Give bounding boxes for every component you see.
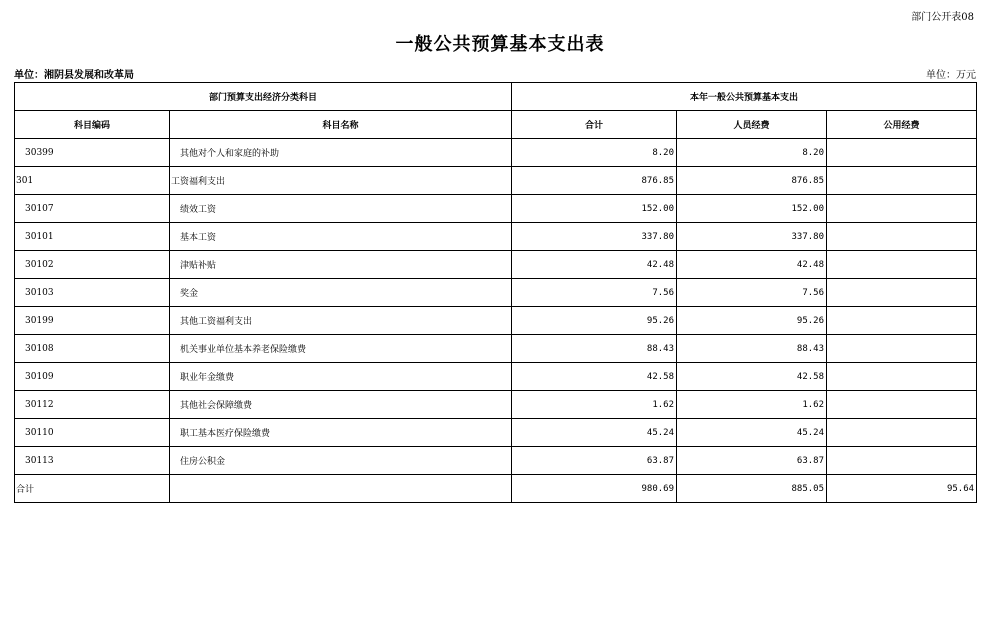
row-name-cell: 住房公积金 — [170, 447, 512, 475]
row-public-cell — [827, 307, 977, 335]
row-public-cell — [827, 279, 977, 307]
table-row — [15, 279, 977, 307]
column-header-public: 公用经费 — [827, 111, 977, 139]
total-name-cell — [170, 475, 512, 503]
row-personnel-cell: 45.24 — [677, 419, 827, 447]
total-label: 合计 — [15, 475, 170, 503]
row-public-cell — [827, 167, 977, 195]
row-code-cell: 301 — [15, 167, 170, 195]
row-public-cell — [827, 223, 977, 251]
unit-department-label: 单位：湘阴县发展和改革局 — [14, 70, 134, 81]
table-column-header-row — [15, 111, 977, 139]
row-personnel-cell: 7.56 — [677, 279, 827, 307]
row-code-cell: 30112 — [15, 391, 170, 419]
row-personnel-cell: 95.26 — [677, 307, 827, 335]
row-code-cell: 30107 — [15, 195, 170, 223]
total-personnel-cell: 885.05 — [677, 475, 827, 503]
row-total-cell: 88.43 — [512, 335, 677, 363]
row-name-cell: 工资福利支出 — [170, 167, 512, 195]
row-name-cell: 机关事业单位基本养老保险缴费 — [170, 335, 512, 363]
column-header-code: 科目编码 — [15, 111, 170, 139]
row-personnel-cell: 337.80 — [677, 223, 827, 251]
group-header-basic-expenditure: 本年一般公共预算基本支出 — [512, 83, 977, 111]
row-total-cell: 152.00 — [512, 195, 677, 223]
row-name-cell: 绩效工资 — [170, 195, 512, 223]
table-row — [15, 391, 977, 419]
row-public-cell — [827, 251, 977, 279]
row-total-cell: 1.62 — [512, 391, 677, 419]
row-name-cell: 其他对个人和家庭的补助 — [170, 139, 512, 167]
column-header-name: 科目名称 — [170, 111, 512, 139]
table-row — [15, 251, 977, 279]
column-header-total: 合计 — [512, 111, 677, 139]
row-personnel-cell: 876.85 — [677, 167, 827, 195]
table-body — [15, 139, 977, 475]
row-public-cell — [827, 391, 977, 419]
row-total-cell: 42.48 — [512, 251, 677, 279]
page-title: 一般公共预算基本支出表 — [395, 34, 605, 55]
total-sum-cell: 980.69 — [512, 475, 677, 503]
row-public-cell — [827, 195, 977, 223]
row-personnel-cell: 8.20 — [677, 139, 827, 167]
row-personnel-cell: 42.48 — [677, 251, 827, 279]
row-name-cell: 其他社会保障缴费 — [170, 391, 512, 419]
group-header-economic-classification: 部门预算支出经济分类科目 — [15, 83, 512, 111]
row-name-cell: 职业年金缴费 — [170, 363, 512, 391]
table-row — [15, 335, 977, 363]
row-code-cell: 30109 — [15, 363, 170, 391]
row-personnel-cell: 88.43 — [677, 335, 827, 363]
row-public-cell — [827, 419, 977, 447]
budget-table — [14, 82, 977, 503]
form-number-label: 部门公开表08 — [911, 12, 974, 23]
table-row — [15, 363, 977, 391]
row-code-cell: 30103 — [15, 279, 170, 307]
row-name-cell: 津贴补贴 — [170, 251, 512, 279]
row-code-cell: 30110 — [15, 419, 170, 447]
table-row — [15, 195, 977, 223]
table-row — [15, 307, 977, 335]
row-code-cell: 30101 — [15, 223, 170, 251]
total-public-cell: 95.64 — [827, 475, 977, 503]
row-total-cell: 42.58 — [512, 363, 677, 391]
row-code-cell: 30108 — [15, 335, 170, 363]
row-personnel-cell: 63.87 — [677, 447, 827, 475]
row-public-cell — [827, 139, 977, 167]
table-row — [15, 167, 977, 195]
column-header-personnel: 人员经费 — [677, 111, 827, 139]
row-public-cell — [827, 447, 977, 475]
unit-currency-label: 单位：万元 — [926, 70, 976, 81]
row-code-cell: 30102 — [15, 251, 170, 279]
table-group-header-row — [15, 83, 977, 111]
table-row — [15, 223, 977, 251]
table-row — [15, 139, 977, 167]
row-personnel-cell: 42.58 — [677, 363, 827, 391]
row-total-cell: 63.87 — [512, 447, 677, 475]
table-row — [15, 447, 977, 475]
row-total-cell: 337.80 — [512, 223, 677, 251]
row-code-cell: 30399 — [15, 139, 170, 167]
row-public-cell — [827, 335, 977, 363]
row-personnel-cell: 152.00 — [677, 195, 827, 223]
table-total-row — [15, 475, 977, 503]
row-personnel-cell: 1.62 — [677, 391, 827, 419]
row-name-cell: 奖金 — [170, 279, 512, 307]
table-row — [15, 419, 977, 447]
row-total-cell: 45.24 — [512, 419, 677, 447]
row-total-cell: 7.56 — [512, 279, 677, 307]
row-total-cell: 876.85 — [512, 167, 677, 195]
row-name-cell: 职工基本医疗保险缴费 — [170, 419, 512, 447]
row-public-cell — [827, 363, 977, 391]
row-name-cell: 基本工资 — [170, 223, 512, 251]
row-code-cell: 30113 — [15, 447, 170, 475]
row-code-cell: 30199 — [15, 307, 170, 335]
row-total-cell: 8.20 — [512, 139, 677, 167]
row-total-cell: 95.26 — [512, 307, 677, 335]
row-name-cell: 其他工资福利支出 — [170, 307, 512, 335]
